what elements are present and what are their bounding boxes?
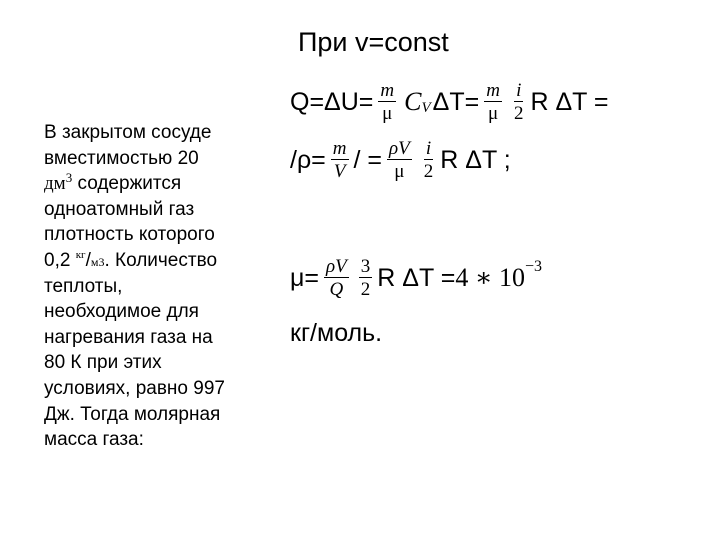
density-unit-denominator: м3 — [90, 254, 105, 269]
fraction-rhov-over-mu — [387, 138, 412, 182]
problem-text — [44, 120, 269, 480]
problem-line: 80 К при этих — [44, 352, 162, 374]
problem-line: Дж. Тогда молярная — [44, 403, 221, 425]
problem-line: плотность которого — [44, 224, 215, 246]
fraction-denominator: V — [333, 161, 346, 182]
fraction-3-over-2 — [359, 256, 373, 300]
fraction-denominator: Q — [329, 279, 344, 300]
problem-line: нагревания газа на — [44, 326, 213, 348]
volume-unit-exponent: 3 — [65, 170, 73, 186]
equation-heat — [290, 80, 609, 124]
problem-line: необходимое для — [44, 301, 199, 323]
result-value: 4 ∗ 10 — [455, 263, 525, 292]
problem-line: теплоты, — [44, 275, 123, 297]
slide-title: При v=const — [298, 27, 449, 57]
fraction-numerator: ρV — [389, 138, 410, 159]
fraction-m-over-mu — [484, 80, 502, 124]
problem-line — [44, 248, 269, 274]
problem-line: одноатомный газ — [44, 198, 195, 220]
equation-density — [290, 138, 511, 182]
fraction-numerator: m — [380, 80, 395, 101]
problem-line — [44, 171, 269, 197]
equation-text: R ΔT = — [377, 264, 456, 292]
equation-unit — [290, 318, 382, 348]
equation-molar-mass — [290, 256, 542, 300]
equation-lhs: μ= — [290, 264, 320, 292]
density-value: 0,2 — [44, 249, 76, 271]
fraction-denominator: μ — [382, 103, 393, 124]
result-unit: кг/моль. — [290, 319, 383, 347]
density-unit-slash: / — [85, 249, 91, 271]
fraction-i-over-2 — [512, 80, 526, 124]
fraction-rhov-over-q — [324, 256, 349, 300]
problem-line: В закрытом сосуде — [44, 122, 212, 143]
fraction-numerator: i — [425, 138, 432, 159]
equation-text: / = — [353, 146, 383, 174]
fraction-denominator: 2 — [513, 103, 524, 124]
problem-text-fragment: . Количество — [104, 249, 218, 271]
volume-unit: дм — [44, 173, 66, 195]
equation-lhs: Q=ΔU= — [290, 88, 374, 116]
fraction-denominator: μ — [488, 103, 499, 124]
equation-text: R ΔT = — [530, 88, 609, 116]
heat-capacity-subscript: V — [421, 100, 431, 116]
problem-line: вместимостью 20 — [44, 147, 199, 169]
fraction-numerator: ρV — [326, 256, 347, 277]
fraction-numerator: m — [486, 80, 500, 101]
fraction-numerator: 3 — [360, 256, 371, 277]
problem-line: масса газа: — [44, 429, 144, 451]
result-exponent: −3 — [525, 258, 543, 275]
density-unit-numerator: кг — [75, 248, 86, 261]
fraction-i-over-2 — [422, 138, 436, 182]
fraction-denominator: μ — [394, 161, 405, 182]
fraction-denominator: 2 — [423, 161, 434, 182]
problem-text-fragment: содержится — [72, 173, 182, 195]
equation-text: ΔT= — [432, 88, 480, 116]
heat-capacity-symbol: C — [404, 87, 422, 116]
fraction-m-over-v — [331, 138, 349, 182]
equation-lhs: /ρ= — [290, 146, 326, 174]
problem-line: условиях, равно 997 — [44, 377, 225, 399]
equation-text: R ΔT ; — [440, 146, 511, 174]
fraction-m-over-mu — [378, 80, 396, 124]
fraction-numerator: m — [332, 138, 347, 159]
fraction-numerator: i — [516, 80, 522, 101]
fraction-denominator: 2 — [360, 279, 371, 300]
